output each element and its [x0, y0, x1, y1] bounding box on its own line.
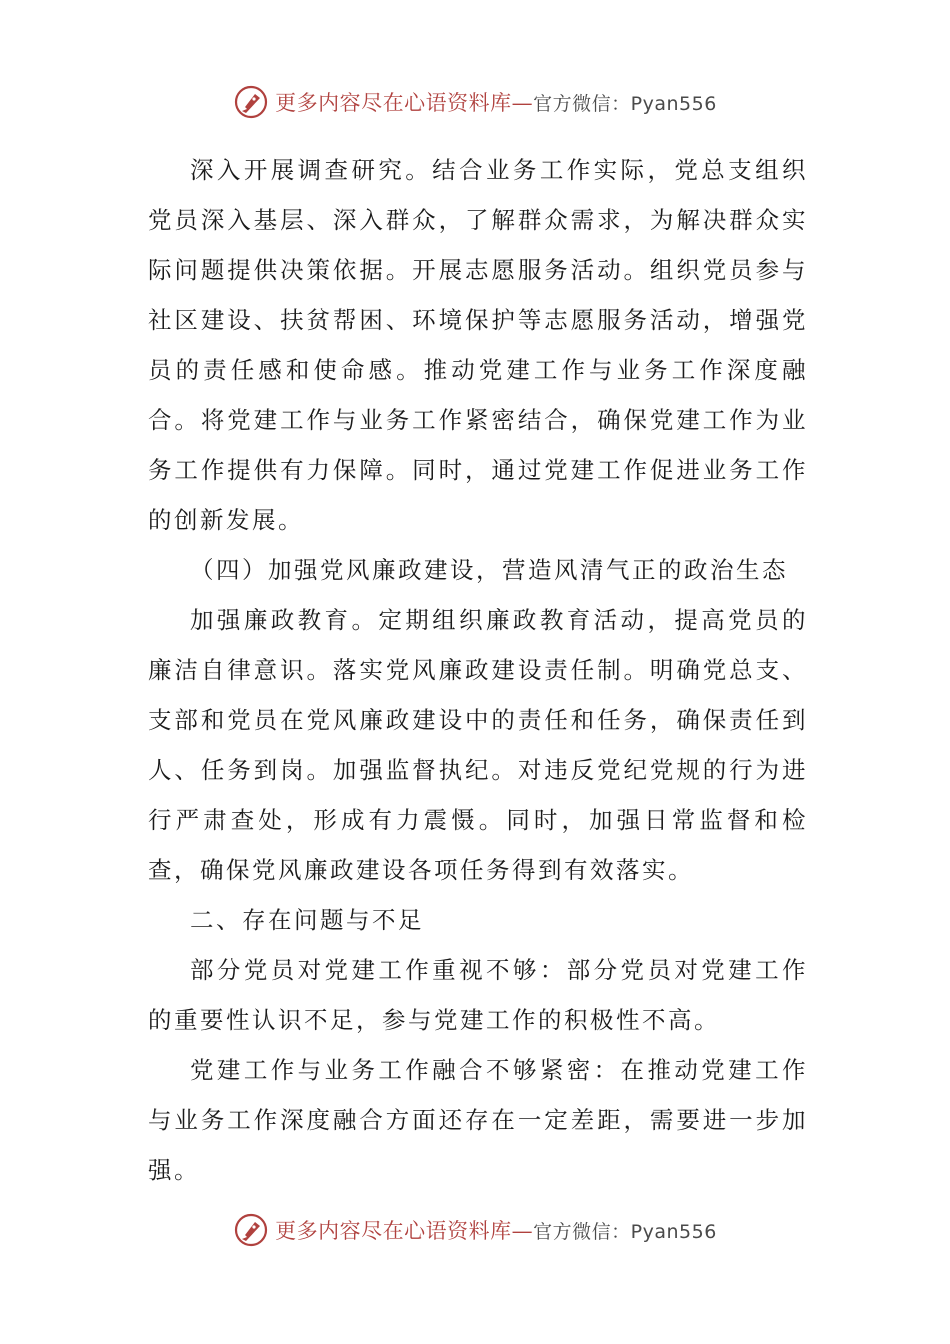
section-heading-2: 二、存在问题与不足 [190, 906, 424, 934]
wechat-account-text: 官方微信：Pyan556 [533, 93, 717, 115]
header-banner-text [275, 87, 717, 117]
site-name-text: 更多内容尽在心语资料库— [275, 1219, 534, 1243]
document-body [148, 145, 808, 1195]
header-banner [0, 78, 950, 126]
pen-nib-logo-icon [233, 84, 269, 120]
paragraph-1: 深入开展调查研究。结合业务工作实际，党总支组织党员深入基层、深入群众，了解群众需求，为解决群众实际问题提供决策依据。开展志愿服务活动。组织党员参与社区建设、扶贫帮困、环境保护等志愿服务活动，增强党员的责任感和使命感。推动党建工作与业务工作深度融合。将党建工作与业务工作紧密结合，确保党建工作为业务工作提供有力保障。同时，通过党建工作促进业务工作的创新发展。 [148, 156, 808, 534]
footer-banner-text [275, 1215, 717, 1245]
wechat-account-text: 官方微信：Pyan556 [533, 1221, 717, 1243]
paragraph-4: 党建工作与业务工作融合不够紧密：在推动党建工作与业务工作深度融合方面还存在一定差距，需要进一步加强。 [148, 1056, 808, 1184]
footer-banner [0, 1206, 950, 1254]
site-name-text: 更多内容尽在心语资料库— [275, 91, 534, 115]
section-heading-4: （四）加强党风廉政建设，营造风清气正的政治生态 [190, 556, 788, 584]
pen-nib-logo-icon [233, 1212, 269, 1248]
paragraph-3: 部分党员对党建工作重视不够：部分党员对党建工作的重要性认识不足，参与党建工作的积极性不高。 [148, 956, 808, 1034]
paragraph-2: 加强廉政教育。定期组织廉政教育活动，提高党员的廉洁自律意识。落实党风廉政建设责任制。明确党总支、支部和党员在党风廉政建设中的责任和任务，确保责任到人、任务到岗。加强监督执纪。对违反党纪党规的行为进行严肃查处，形成有力震慑。同时，加强日常监督和检查，确保党风廉政建设各项任务得到有效落实。 [148, 606, 808, 884]
